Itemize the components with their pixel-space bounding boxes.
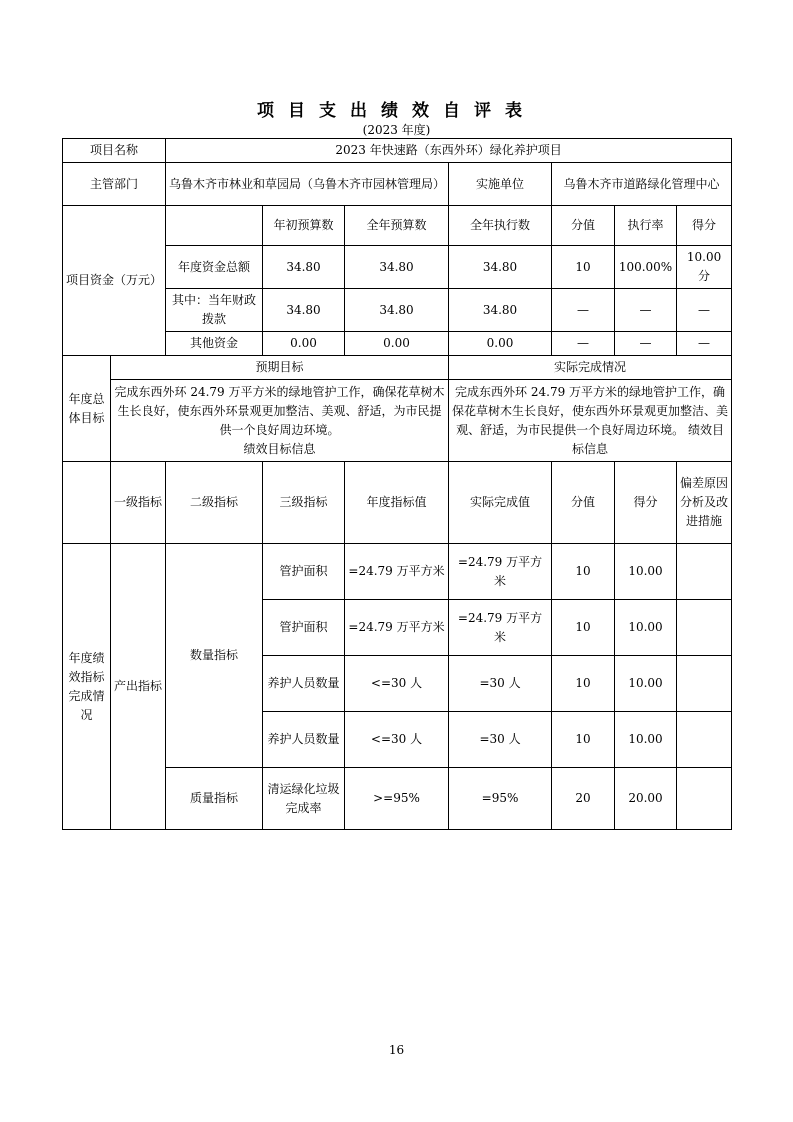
funds-header: 全年预算数 <box>345 206 449 246</box>
actual-value: =95% <box>449 768 552 830</box>
target-value: <=30 人 <box>345 712 449 768</box>
deviation-note <box>677 656 732 712</box>
actual-value: =24.79 万平方米 <box>449 544 552 600</box>
score-value: 10 <box>552 712 615 768</box>
dept-value: 乌鲁木齐市林业和草园局（乌鲁木齐市园林管理局） <box>166 163 449 206</box>
level3-indicator: 管护面积 <box>263 544 345 600</box>
project-name: 2023 年快速路（东西外环）绿化养护项目 <box>166 139 732 163</box>
goals-label: 年度总体目标 <box>63 356 111 462</box>
indicator-header: 年度指标值 <box>345 462 449 544</box>
actual-goal-text: 完成东西外环 24.79 万平方米的绿地管护工作，确保花草树木生长良好，使东西外环景观更加整洁、美观、舒适，为市民提供一个良好周边环境。 绩效目标信息 <box>449 380 732 462</box>
level3-indicator: 管护面积 <box>263 600 345 656</box>
funds-cell: — <box>677 332 732 356</box>
funds-row-label: 年度资金总额 <box>166 246 263 289</box>
funds-header: 执行率 <box>615 206 677 246</box>
actual-goal-header: 实际完成情况 <box>449 356 732 380</box>
actual-value: =30 人 <box>449 712 552 768</box>
funds-cell: — <box>552 332 615 356</box>
funds-row-label: 其他资金 <box>166 332 263 356</box>
funds-label: 项目资金（万元） <box>63 206 166 356</box>
funds-cell: 34.80 <box>345 246 449 289</box>
level2-indicator: 数量指标 <box>166 544 263 768</box>
score-value: 10 <box>552 656 615 712</box>
funds-row-label: 其中：当年财政拨款 <box>166 289 263 332</box>
deviation-note <box>677 712 732 768</box>
funds-cell: — <box>677 289 732 332</box>
indicator-header-blank <box>63 462 111 544</box>
score-value: 20 <box>552 768 615 830</box>
funds-header: 全年执行数 <box>449 206 552 246</box>
funds-cell: 34.80 <box>449 246 552 289</box>
funds-header: 年初预算数 <box>263 206 345 246</box>
indicator-header: 得分 <box>615 462 677 544</box>
score: 20.00 <box>615 768 677 830</box>
score: 10.00 <box>615 544 677 600</box>
unit-value: 乌鲁木齐市道路绿化管理中心 <box>552 163 732 206</box>
funds-cell: 34.80 <box>263 246 345 289</box>
indicator-header: 二级指标 <box>166 462 263 544</box>
funds-cell: 34.80 <box>449 289 552 332</box>
funds-cell: 10 <box>552 246 615 289</box>
score: 10.00 <box>615 600 677 656</box>
indicator-header: 实际完成值 <box>449 462 552 544</box>
report-year: (2023 年度) <box>362 123 431 137</box>
page-number: 16 <box>388 1043 405 1057</box>
funds-header-blank <box>166 206 263 246</box>
funds-cell: 34.80 <box>263 289 345 332</box>
level3-indicator: 养护人员数量 <box>263 656 345 712</box>
funds-header: 得分 <box>677 206 732 246</box>
dept-label: 主管部门 <box>63 163 166 206</box>
indicator-header: 分值 <box>552 462 615 544</box>
indicator-header: 一级指标 <box>111 462 166 544</box>
unit-label: 实施单位 <box>449 163 552 206</box>
indicator-section-label: 年度绩效指标完成情况 <box>63 544 111 830</box>
funds-cell: 0.00 <box>449 332 552 356</box>
deviation-note <box>677 544 732 600</box>
funds-header: 分值 <box>552 206 615 246</box>
score: 10.00 <box>615 712 677 768</box>
score-value: 10 <box>552 544 615 600</box>
indicator-header: 偏差原因分析及改进措施 <box>677 462 732 544</box>
evaluation-table <box>62 138 732 830</box>
level2-indicator: 质量指标 <box>166 768 263 830</box>
expected-goal-header: 预期目标 <box>111 356 449 380</box>
target-value: =24.79 万平方米 <box>345 544 449 600</box>
funds-cell: 34.80 <box>345 289 449 332</box>
deviation-note <box>677 768 732 830</box>
target-value: =24.79 万平方米 <box>345 600 449 656</box>
funds-cell: — <box>615 289 677 332</box>
funds-cell: 100.00% <box>615 246 677 289</box>
actual-value: =24.79 万平方米 <box>449 600 552 656</box>
funds-cell: 0.00 <box>345 332 449 356</box>
level3-indicator: 养护人员数量 <box>263 712 345 768</box>
funds-cell: 0.00 <box>263 332 345 356</box>
funds-cell: — <box>615 332 677 356</box>
actual-value: =30 人 <box>449 656 552 712</box>
indicator-header: 三级指标 <box>263 462 345 544</box>
funds-cell: — <box>552 289 615 332</box>
target-value: >=95% <box>345 768 449 830</box>
project-name-label: 项目名称 <box>63 139 166 163</box>
deviation-note <box>677 600 732 656</box>
page-title: 项目支出绩效自评表 <box>257 101 536 121</box>
level3-indicator: 清运绿化垃圾完成率 <box>263 768 345 830</box>
target-value: <=30 人 <box>345 656 449 712</box>
score: 10.00 <box>615 656 677 712</box>
funds-cell: 10.00 分 <box>677 246 732 289</box>
expected-goal-text: 完成东西外环 24.79 万平方米的绿地管护工作，确保花草树木生长良好，使东西外环景观更加整洁、美观、舒适，为市民提供一个良好周边环境。 绩效目标信息 <box>111 380 449 462</box>
score-value: 10 <box>552 600 615 656</box>
level1-indicator: 产出指标 <box>111 544 166 830</box>
